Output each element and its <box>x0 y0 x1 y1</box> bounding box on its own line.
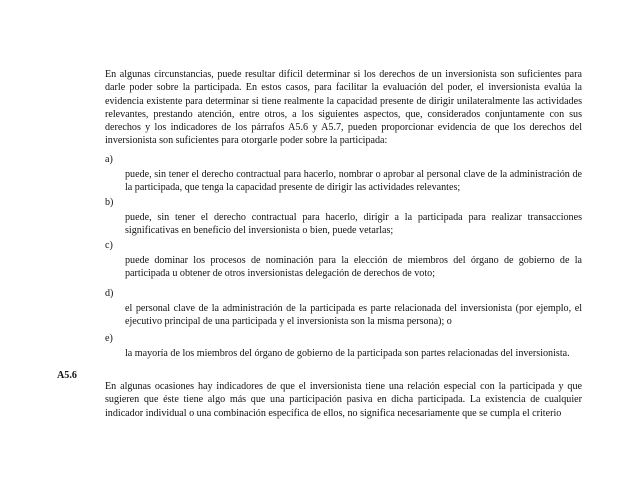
list-item-d: el personal clave de la administración de la participada es parte relacionada del inversionista (por ejemplo, el ejecutivo principal de una participada y el inversionista son la misma persona); o <box>125 303 582 328</box>
list-marker-a: a) <box>105 154 113 165</box>
list-marker-d: d) <box>105 288 114 299</box>
intro-paragraph: En algunas circunstancias, puede resultar difícil determinar si los derechos de un inversionista son suficientes para darle poder sobre la participada. En estos casos, para facilitar la evaluación del poder, el inversionista evalúa la evidencia existente para determinar si tiene realmente la capacidad presente de dirigir unilateralmente las actividades relevantes, prestando atención, entre otros, a los siguientes aspectos, que, considerados conjuntamente con sus derechos y los indicadores de los párrafos A5.6 y A5.7, pueden proporcionar evidencia de que los derechos del inversionista son suficientes para otorgarle poder sobre la participada: <box>105 69 582 147</box>
list-marker-c: c) <box>105 240 113 251</box>
list-item-c: puede dominar los procesos de nominación para la elección de miembros del órgano de gobierno de la participada u obtener de otros inversionistas delegación de derechos de voto; <box>125 255 582 280</box>
list-marker-e: e) <box>105 333 113 344</box>
list-item-e: la mayoría de los miembros del órgano de gobierno de la participada son partes relacionadas del inversionista. <box>125 348 570 359</box>
section-number: A5.6 <box>57 370 77 381</box>
list-item-b: puede, sin tener el derecho contractual para hacerlo, dirigir a la participada para realizar transacciones significativas en beneficio del inversionista o bien, puede vetarlas; <box>125 212 582 237</box>
list-item-a: puede, sin tener el derecho contractual para hacerlo, nombrar o aprobar al personal clave de la administración de la participada, que tenga la capacidad presente de dirigir las actividades relevantes; <box>125 169 582 194</box>
section-paragraph: En algunas ocasiones hay indicadores de que el inversionista tiene una relación especial con la participada y que sugieren que éste tiene algo más que una participación pasiva en dicha participada. La existencia de cualquier indicador individual o una combinación específica de ellos, no significa necesariamente que se cumpla el criterio <box>105 381 582 419</box>
list-marker-b: b) <box>105 197 114 208</box>
